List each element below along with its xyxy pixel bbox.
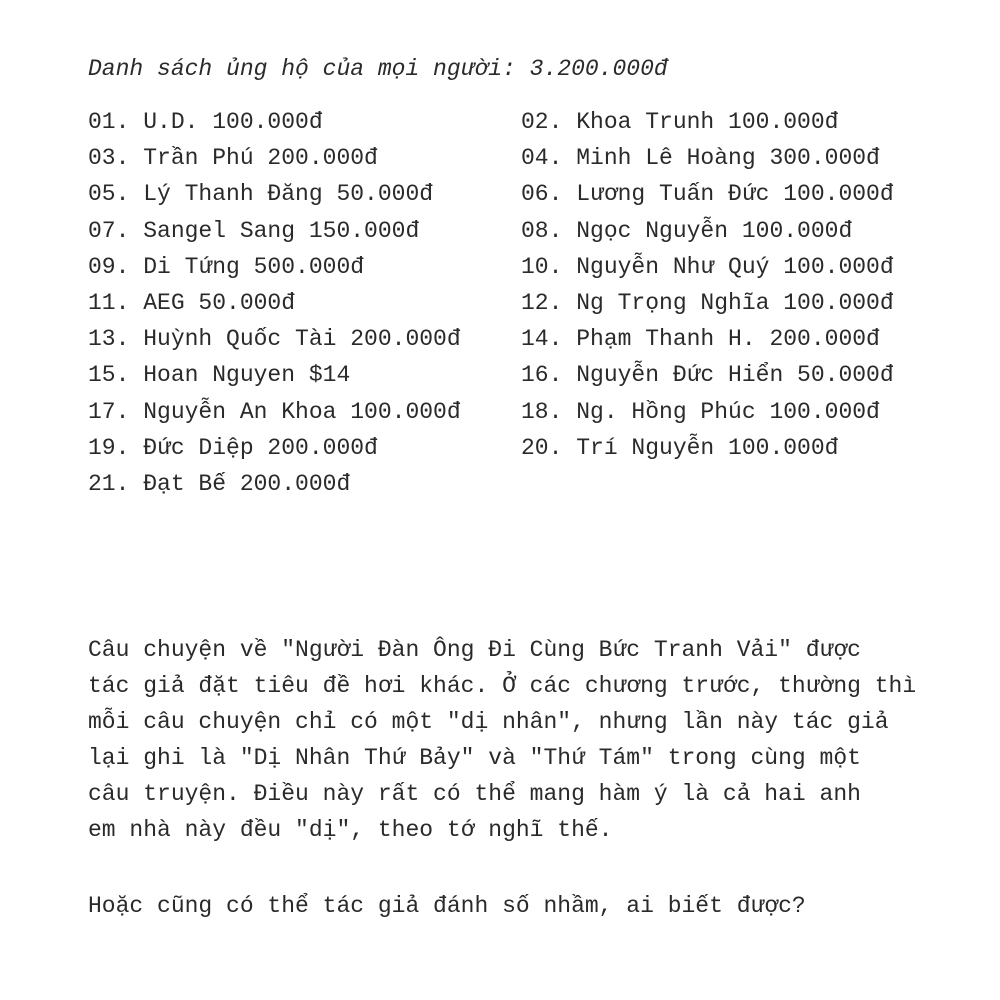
donor-item: 14. Phạm Thanh H. 200.000đ bbox=[521, 326, 880, 353]
donor-item: 11. AEG 50.000đ bbox=[88, 289, 296, 316]
donor-item: 16. Nguyễn Đức Hiển 50.000đ bbox=[521, 362, 894, 389]
donor-item: 02. Khoa Trunh 100.000đ bbox=[521, 109, 839, 135]
donor-column-right bbox=[521, 104, 894, 466]
donor-item: 19. Đức Diệp 200.000đ bbox=[88, 434, 378, 461]
donor-item: 21. Đạt Bế 200.000đ bbox=[88, 470, 351, 497]
paragraph-line: câu truyện. Điều này rất có thể mang hàm ý là cả hai anh bbox=[88, 781, 861, 807]
paragraph-line: lại ghi là "Dị Nhân Thứ Bảy" và "Thứ Tám" trong cùng một bbox=[88, 745, 861, 771]
paragraph-line: Hoặc cũng có thể tác giả đánh số nhầm, ai biết được? bbox=[88, 893, 806, 919]
paragraph-line: tác giả đặt tiêu đề hơi khác. Ở các chương trước, thường thì bbox=[88, 673, 917, 699]
donor-item: 04. Minh Lê Hoàng 300.000đ bbox=[521, 145, 880, 172]
donor-item: 17. Nguyễn An Khoa 100.000đ bbox=[88, 398, 461, 425]
donor-item: 10. Nguyễn Như Quý 100.000đ bbox=[521, 253, 894, 280]
closing-paragraph bbox=[88, 888, 806, 924]
donor-item: 05. Lý Thanh Đăng 50.000đ bbox=[88, 181, 434, 208]
donor-item: 20. Trí Nguyễn 100.000đ bbox=[521, 434, 839, 461]
paragraph-line: em nhà này đều "dị", theo tớ nghĩ thế. bbox=[88, 817, 613, 843]
donor-item: 12. Ng Trọng Nghĩa 100.000đ bbox=[521, 289, 894, 316]
donor-column-left bbox=[88, 104, 461, 502]
donation-list-title: Danh sách ủng hộ của mọi người: 3.200.000đ bbox=[88, 56, 668, 82]
story-paragraph bbox=[88, 632, 916, 848]
donor-item: 15. Hoan Nguyen $14 bbox=[88, 362, 351, 389]
donor-item: 03. Trần Phú 200.000đ bbox=[88, 145, 378, 172]
paragraph-line: mỗi câu chuyện chỉ có một "dị nhân", nhưng lần này tác giả bbox=[88, 709, 889, 735]
paragraph-line: Câu chuyện về "Người Đàn Ông Đi Cùng Bức Tranh Vải" được bbox=[88, 637, 861, 663]
donor-item: 13. Huỳnh Quốc Tài 200.000đ bbox=[88, 326, 461, 353]
donor-item: 09. Di Tứng 500.000đ bbox=[88, 253, 365, 280]
donor-item: 08. Ngọc Nguyễn 100.000đ bbox=[521, 217, 853, 244]
donor-item: 07. Sangel Sang 150.000đ bbox=[88, 217, 420, 244]
donor-item: 18. Ng. Hồng Phúc 100.000đ bbox=[521, 398, 880, 425]
donor-item: 01. U.D. 100.000đ bbox=[88, 109, 323, 135]
donor-item: 06. Lương Tuấn Đức 100.000đ bbox=[521, 181, 894, 208]
